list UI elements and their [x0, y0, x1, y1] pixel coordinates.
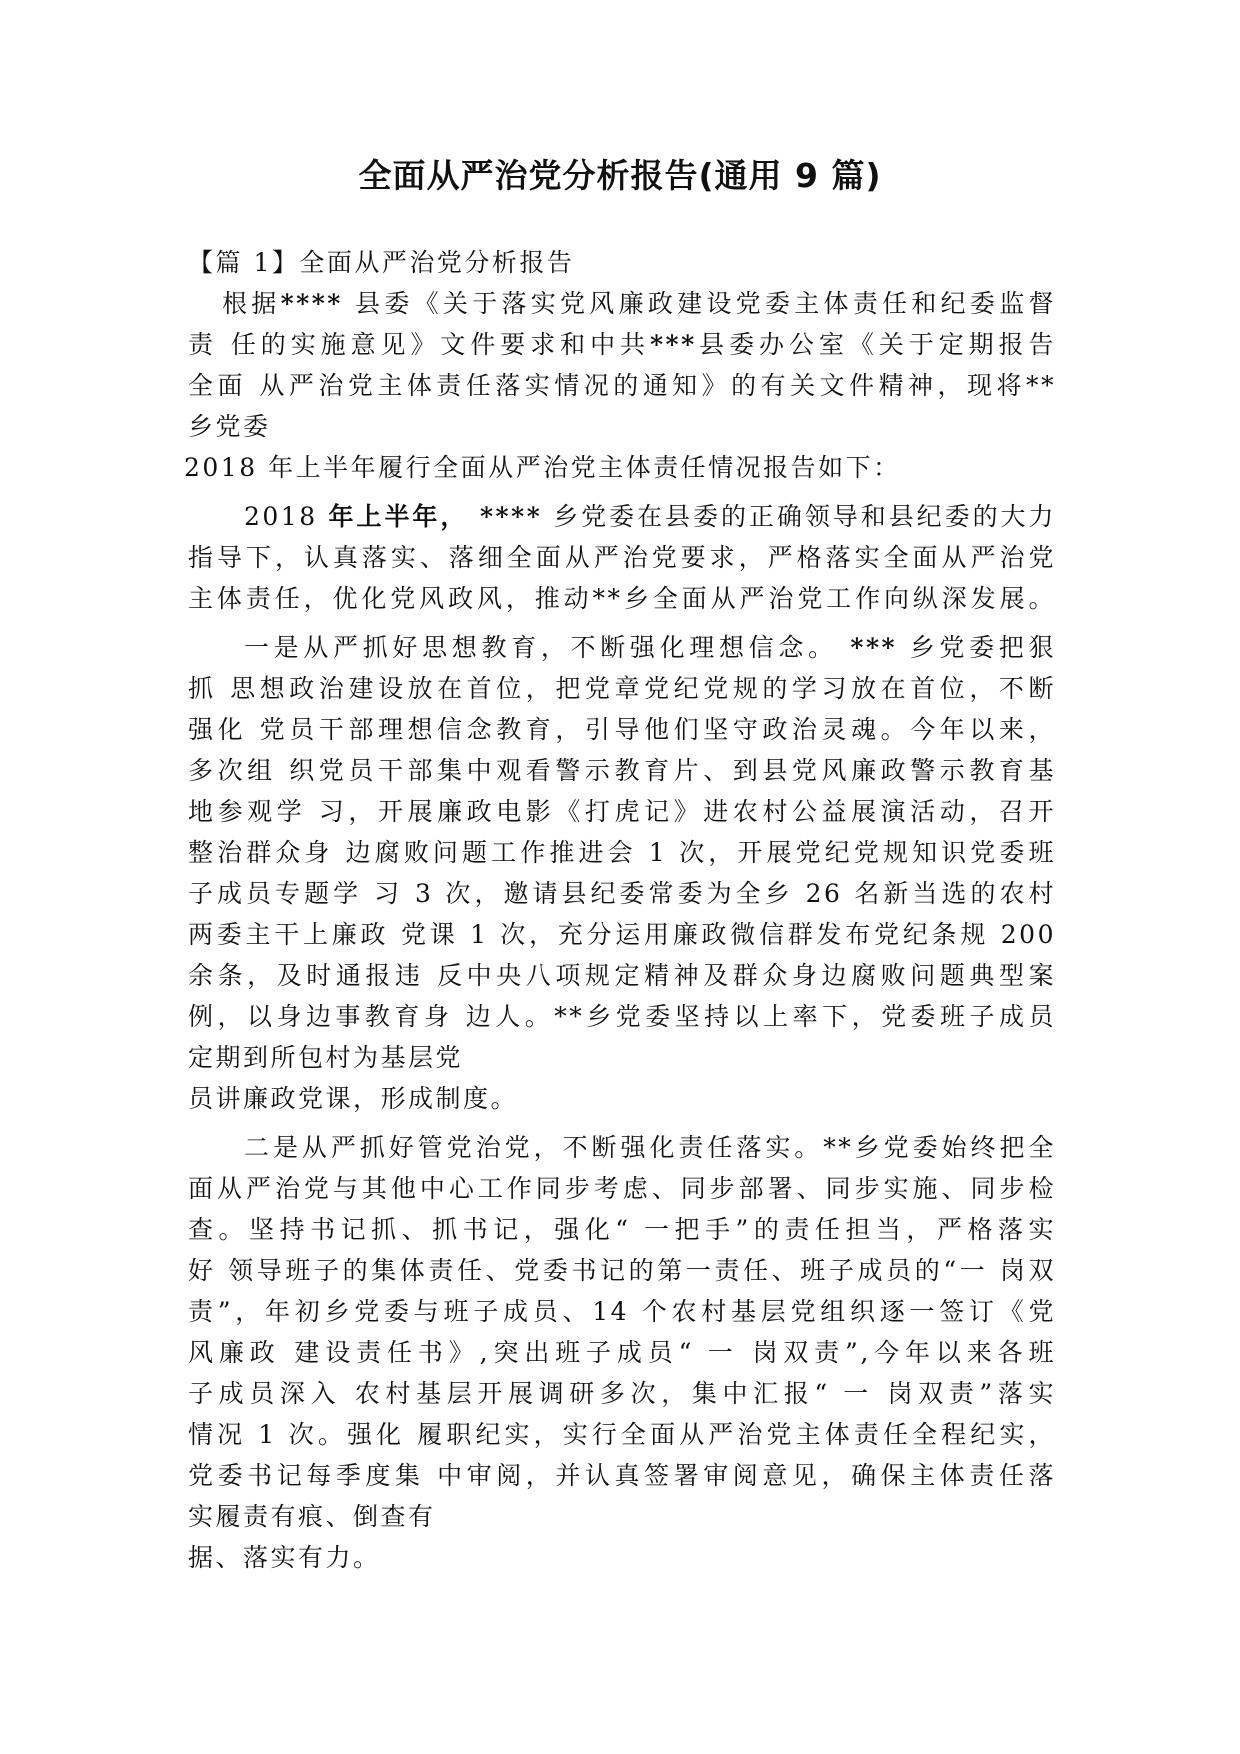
paragraph-line: 全面 从严治党主体责任落实情况的通知》的有关文件精神，现将** [188, 371, 1056, 400]
paragraph-line: 党委书记每季度集 中审阅，并认真签署审阅意见，确保主体责任落 [188, 1461, 1056, 1490]
paragraph-4 [188, 1127, 1056, 1578]
paragraph-line: 子成员深入 农村基层开展调研多次，集中汇报“ 一 岗双责”落实 [188, 1379, 1056, 1408]
paragraph-line: 面从严治党与其他中心工作同步考虑、同步部署、同步实施、同步检 [188, 1174, 1056, 1203]
paragraph-3 [188, 627, 1056, 1119]
paragraph-line [188, 627, 1056, 668]
document-body [184, 242, 1056, 1578]
paragraph-line: 强化 党员干部理想信念教育，引导他们坚守政治灵魂。今年以来， [188, 715, 1056, 744]
paragraph-line: 指导下，认真落实、落细全面从严治党要求，严格落实全面从严治党 [188, 543, 1056, 572]
paragraph-line: 二是从严抓好管党治党，不断强化责任落实。**乡党委始终把全 [244, 1133, 1056, 1162]
paragraph-line: 风廉政 建设责任书》,突出班子成员“ 一 岗双责”,今年以来各班 [188, 1338, 1056, 1367]
paragraph-line: 多次组 织党员干部集中观看警示教育片、到县党风廉政警示教育基 [188, 756, 1056, 785]
paragraph-line: 例，以身边事教育身 边人。**乡党委坚持以上率下，党委班子成员 [188, 1002, 1056, 1031]
masked-name: *** [850, 633, 898, 662]
text-run: 根据 [222, 289, 281, 318]
paragraph-line: 乡党委 [188, 412, 271, 441]
masked-name: *** [649, 330, 697, 359]
text-run: 乡党委把狠 [897, 633, 1056, 662]
text-run: 一是从严抓好思想教育，不断强化理想信念。 [244, 633, 851, 662]
paragraph-line: 抓 思想政治建设放在首位，把党章党纪党规的学习放在首位，不断 [188, 674, 1056, 703]
paragraph-line: 两委主干上廉政 党课 1 次，充分运用廉政微信群发布党纪条规 200 [188, 920, 1056, 949]
paragraph-line: 责”，年初乡党委与班子成员、14 个农村基层党组织逐一签订《党 [188, 1297, 1056, 1326]
paragraph-line: 员讲廉政党课，形成制度。 [188, 1084, 519, 1113]
paragraph-1 [184, 283, 1056, 488]
paragraph-line [188, 283, 1056, 324]
document-title: 全面从严治党分析报告(通用 9 篇) [358, 156, 882, 195]
text-run: 乡党委在县委的正确领导和县纪委的大力 [542, 502, 1056, 531]
text-run: 县委办公室《关于定期报告 [696, 330, 1056, 359]
paragraph-2 [188, 496, 1056, 619]
section-heading: 【篇 1】全面从严治党分析报告 [188, 248, 575, 277]
paragraph-line: 据、落实有力。 [188, 1543, 381, 1572]
paragraph-line: 2018 年上半年履行全面从严治党主体责任情况报告如下： [184, 453, 901, 482]
paragraph-line: 余条，及时通报违 反中央八项规定精神及群众身边腐败问题典型案 [188, 961, 1056, 990]
paragraph-line: 主体责任，优化党风政风，推动**乡全面从严治党工作向纵深发展。 [188, 584, 1056, 613]
text-run: 县委《关于落实党风廉政建设党委主体责任和纪委监督 [342, 289, 1056, 318]
paragraph-line [188, 496, 1056, 537]
paragraph-line [188, 324, 1056, 365]
paragraph-line: 地参观学 习，开展廉政电影《打虎记》进农村公益展演活动，召开 [188, 797, 1056, 826]
bold-run: 年上半年， **** [328, 502, 543, 531]
paragraph-line: 情况 1 次。强化 履职纪实，实行全面从严治党主体责任全程纪实， [188, 1420, 1056, 1449]
text-run: 责 任的实施意见》文件要求和中共 [188, 330, 650, 359]
text-run: 2018 [244, 502, 329, 531]
paragraph-line: 实履责有痕、倒查有 [188, 1502, 436, 1531]
paragraph-line: 整治群众身 边腐败问题工作推进会 1 次，开展党纪党规知识党委班 [188, 838, 1056, 867]
paragraph-line: 好 领导班子的集体责任、党委书记的第一责任、班子成员的“一 岗双 [188, 1256, 1056, 1285]
paragraph-line: 查。坚持书记抓、抓书记，强化“ 一把手”的责任担当，严格落实 [188, 1215, 1056, 1244]
paragraph-line: 定期到所包村为基层党 [188, 1043, 464, 1072]
masked-name: **** [280, 289, 343, 318]
paragraph-line: 子成员专题学 习 3 次，邀请县纪委常委为全乡 26 名新当选的农村 [188, 879, 1056, 908]
